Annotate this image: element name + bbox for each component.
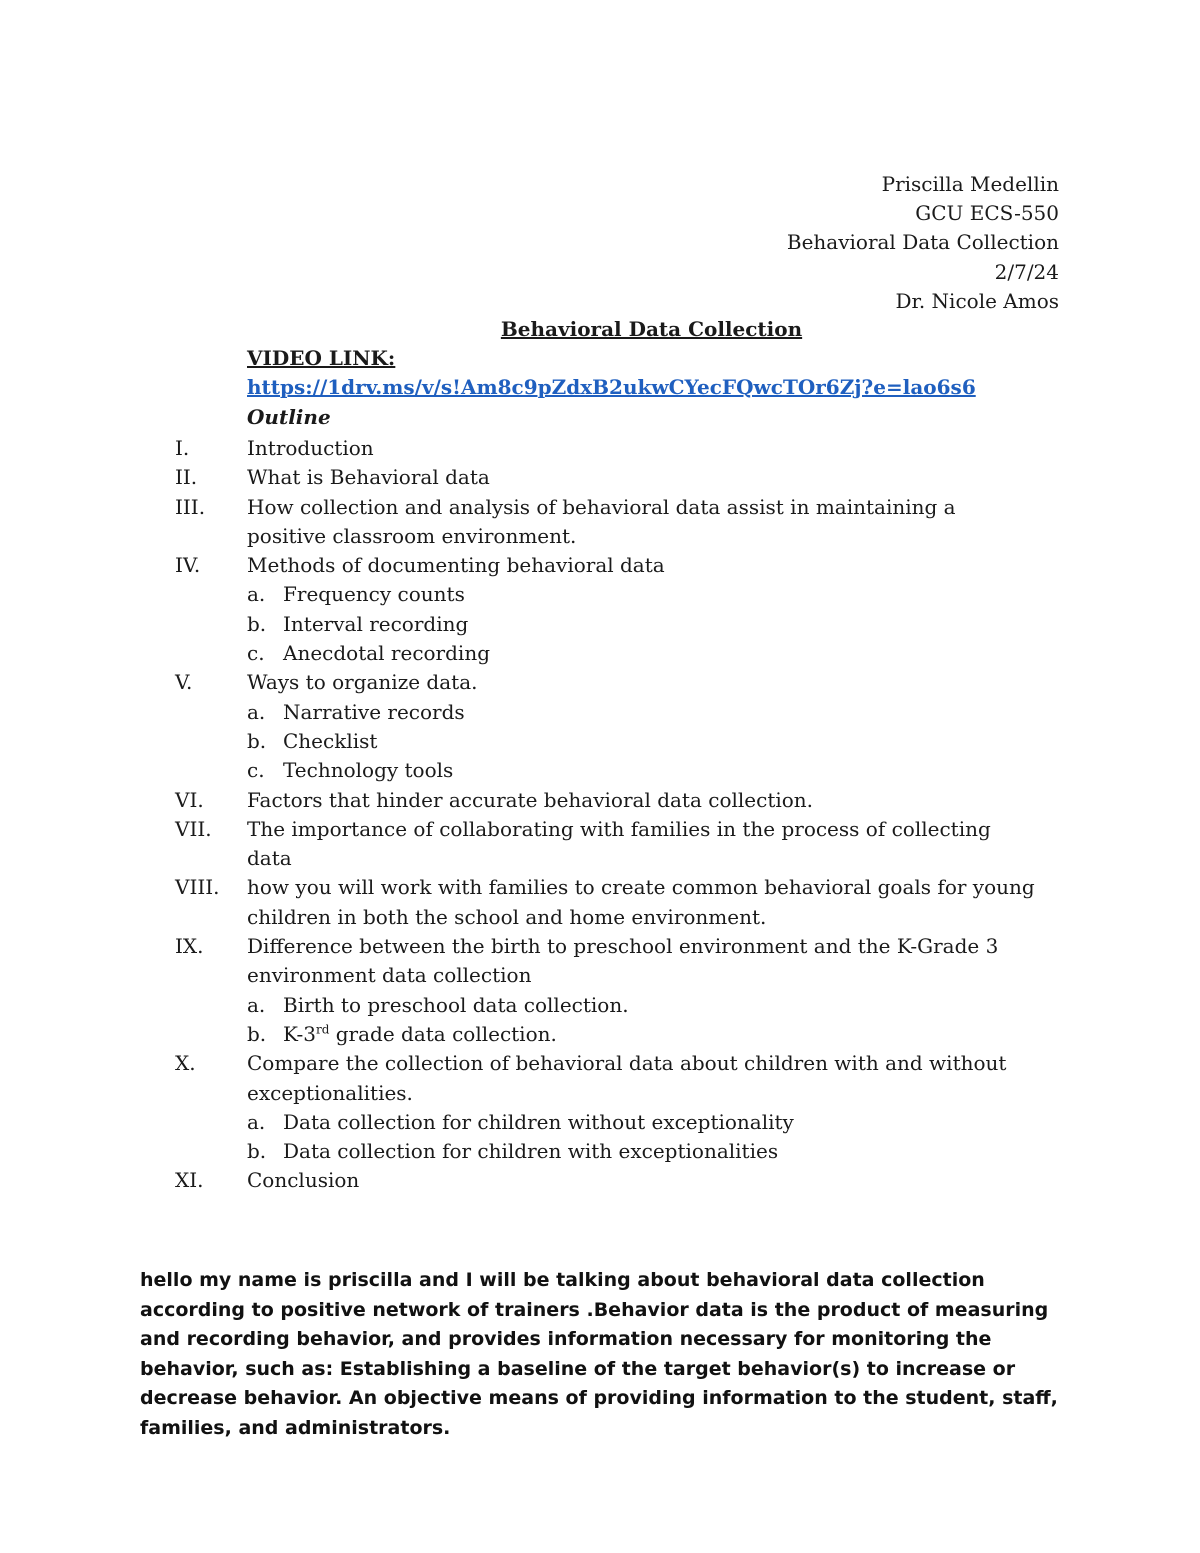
outline-item xyxy=(175,932,1035,991)
outline-subitem xyxy=(175,727,1035,756)
outline-item-number: X. xyxy=(175,1051,196,1076)
outline-subitem-letter: c. xyxy=(247,641,265,666)
outline-subitem-letter: b. xyxy=(247,728,267,753)
outline-item-number: III. xyxy=(175,494,206,519)
outline-item-text: how you will work with families to create common behavioral goals for young children in both the school and home environment. xyxy=(247,875,1035,929)
outline-subitem-letter: b. xyxy=(247,611,267,636)
outline-item xyxy=(175,815,1035,874)
outline-subitem-text-pre: K-3 xyxy=(283,1021,316,1046)
outline-item-text: Factors that hinder accurate behavioral data collection. xyxy=(247,787,814,812)
outline-subitem xyxy=(175,1020,1035,1049)
outline-item-text: Introduction xyxy=(247,436,374,460)
outline-subitem xyxy=(175,639,1035,668)
outline-subitem xyxy=(175,1137,1035,1166)
outline-item xyxy=(175,493,1035,552)
outline-item xyxy=(175,463,1035,492)
outline-item-text: Compare the collection of behavioral data about children with and without exceptionalities. xyxy=(247,1051,1007,1105)
date: 2/7/24 xyxy=(994,259,1059,284)
outline-subitem-letter: a. xyxy=(247,699,266,724)
outline-subitem-text: Birth to preschool data collection. xyxy=(283,992,629,1017)
outline-subitem-letter: b. xyxy=(247,1021,267,1046)
document-title: Behavioral Data Collection xyxy=(500,317,803,341)
outline-subitem-text: Data collection for children with exceptionalities xyxy=(283,1139,779,1164)
outline-item xyxy=(175,551,1035,580)
outline-item-number: IX. xyxy=(175,934,204,959)
author-name: Priscilla Medellin xyxy=(881,172,1059,196)
outline-item-number: I. xyxy=(175,436,190,460)
transcript-paragraph: hello my name is priscilla and I will be talking about behavioral data collection according to positive network of trainers .Behavior data is the product of measuring and recording behavior, and provides information necessary for monitoring the behavior, such as: Establishing a baseline of the target behavior(s) to increase or decrease behavior. An objective means of providing information to the student, staff, families, and administrators. xyxy=(140,1269,1058,1439)
outline-item-text: Difference between the birth to preschool environment and the K-Grade 3 environment data collection xyxy=(247,934,999,988)
outline-item xyxy=(175,1049,1035,1108)
outline-item xyxy=(175,434,1035,463)
outline-subitem-letter: a. xyxy=(247,1109,266,1134)
outline-item-number: IV. xyxy=(175,553,201,578)
outline-item xyxy=(175,1166,1035,1195)
assignment-name: Behavioral Data Collection xyxy=(786,230,1059,255)
outline-subitem-letter: a. xyxy=(247,582,266,607)
outline-list xyxy=(175,434,1035,1196)
outline-subitem xyxy=(175,991,1035,1020)
outline-item-text: Conclusion xyxy=(247,1168,360,1193)
outline-item-number: XI. xyxy=(175,1168,204,1193)
outline-subitem-text: Checklist xyxy=(283,728,378,753)
video-link-label: VIDEO LINK: xyxy=(247,346,396,370)
outline-item-text: What is Behavioral data xyxy=(247,465,490,490)
outline-item-number: V. xyxy=(175,670,193,695)
outline-item xyxy=(175,668,1035,697)
outline-item-number: II. xyxy=(175,465,198,490)
video-link[interactable]: https://1drv.ms/v/s!Am8c9pZdxB2ukwCYecFQwcTOr6Zj?e=lao6s6 xyxy=(247,375,976,399)
outline-subitem-text-post: grade data collection. xyxy=(329,1021,557,1046)
outline-subitem-letter: b. xyxy=(247,1139,267,1164)
outline-subitem-letter: c. xyxy=(247,758,265,783)
outline-item-text: Ways to organize data. xyxy=(247,670,478,695)
header-block xyxy=(787,170,1059,316)
outline-subitem xyxy=(175,1108,1035,1137)
outline-subitem-text: Data collection for children without exceptionality xyxy=(283,1109,794,1134)
outline-item xyxy=(175,873,1035,932)
outline-subitem-text: Technology tools xyxy=(283,758,454,783)
outline-item-number: VIII. xyxy=(175,875,220,900)
outline-subitem-letter: a. xyxy=(247,992,266,1017)
outline-item-text: The importance of collaborating with families in the process of collecting data xyxy=(247,816,991,871)
outline-item-number: VII. xyxy=(175,816,212,841)
outline-subitem-text: Interval recording xyxy=(283,611,469,636)
outline-subitem-text: Anecdotal recording xyxy=(283,641,491,666)
outline-subitem-text xyxy=(283,1020,1035,1049)
outline-item-text: Methods of documenting behavioral data xyxy=(247,553,665,578)
outline-subitem-text: Narrative records xyxy=(283,699,465,724)
outline-subitem-text: Frequency counts xyxy=(283,582,465,607)
outline-heading: Outline xyxy=(247,405,331,429)
outline-item xyxy=(175,786,1035,815)
outline-subitem xyxy=(175,580,1035,609)
course-code: GCU ECS-550 xyxy=(915,201,1059,226)
outline-subitem xyxy=(175,698,1035,727)
outline-item-text: How collection and analysis of behavioral data assist in maintaining a positive classroom environment. xyxy=(247,494,956,548)
outline-subitem-superscript: rd xyxy=(315,1022,330,1037)
instructor-name: Dr. Nicole Amos xyxy=(895,288,1059,313)
outline-subitem xyxy=(175,610,1035,639)
outline-item-number: VI. xyxy=(175,787,204,812)
outline-subitem xyxy=(175,756,1035,785)
